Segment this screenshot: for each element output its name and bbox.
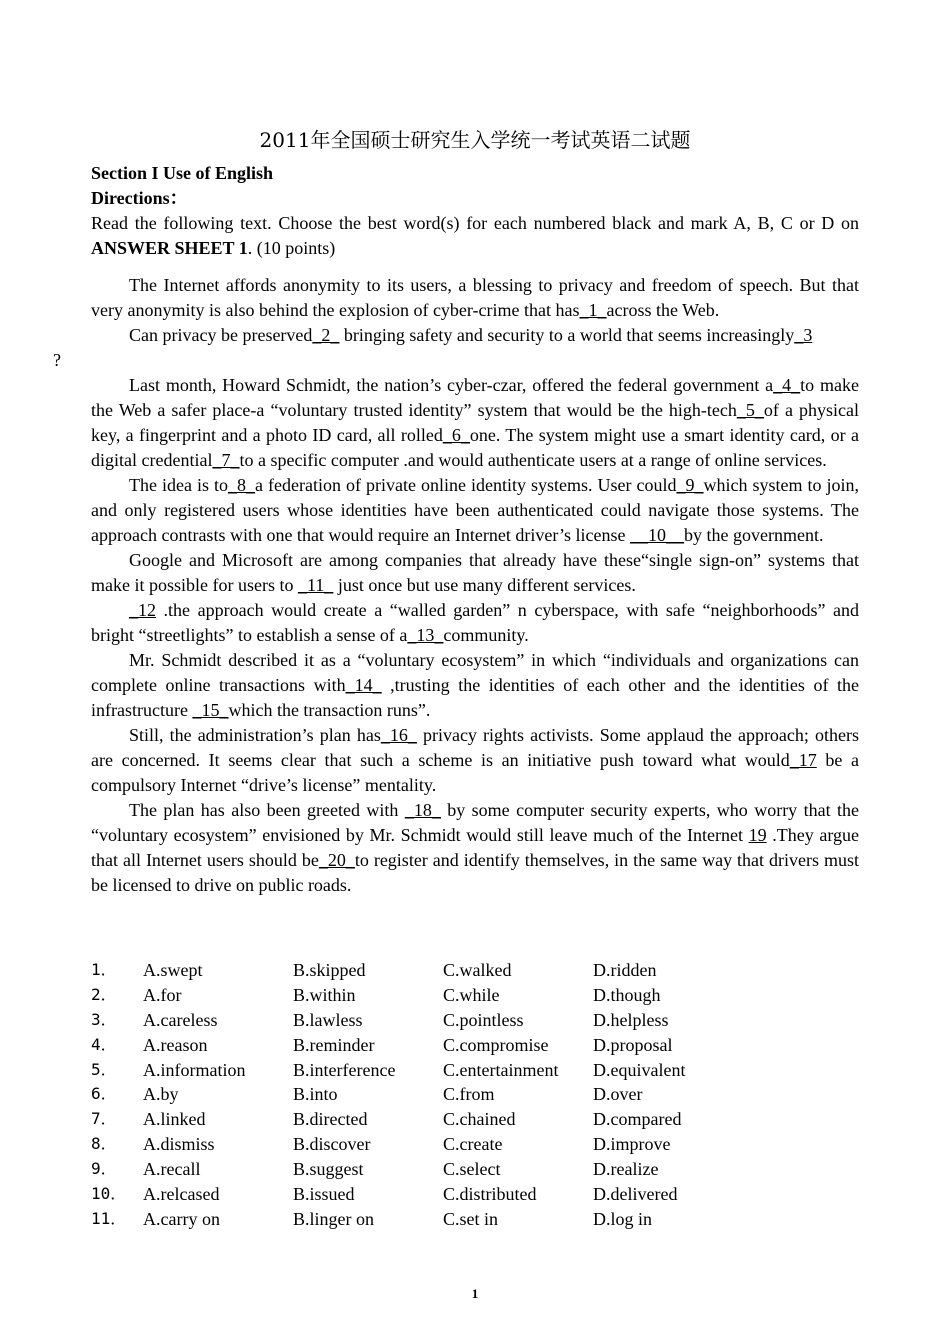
- option-c: C.select: [443, 1159, 501, 1180]
- blank-20: _20_: [318, 850, 355, 870]
- option-a: A.by: [143, 1084, 179, 1105]
- paragraph: The Internet affords anonymity to its users, a blessing to privacy and freedom of speech. But that very anonymity is also behind the explosion of cyber-crime that has_1_across the Web.: [91, 275, 859, 320]
- blank-15: _15_: [192, 700, 229, 720]
- blank-8: _8_: [228, 475, 255, 495]
- directions-text: [91, 211, 859, 261]
- question-number: 4．: [91, 1034, 117, 1054]
- option-a: A.carry on: [143, 1208, 220, 1229]
- page-number: 1: [471, 1286, 479, 1301]
- option-a: A.information: [143, 1059, 246, 1080]
- blank-2: _2_: [312, 325, 340, 345]
- option-a: A.careless: [143, 1009, 218, 1030]
- blank-6: _6_: [442, 425, 470, 445]
- choice-row: [91, 1132, 859, 1157]
- blank-3: _3: [794, 325, 813, 345]
- option-a: A.relcased: [143, 1184, 220, 1205]
- paragraph: _12 .the approach would create a “walled garden” n cyberspace, with safe “neighborhoods” and bright “streetlights” to establish a sense of a_13_community.: [91, 600, 859, 645]
- option-d: D.helpless: [593, 1009, 669, 1030]
- blank-16: _16_: [380, 725, 417, 745]
- choice-row: [91, 1157, 859, 1182]
- choice-row: [91, 1082, 859, 1107]
- option-d: D.improve: [593, 1134, 671, 1155]
- choice-row: [91, 958, 859, 983]
- page-title: 2011年全国硕士研究生入学统一考试英语二试题: [259, 128, 691, 152]
- blank-12: _12: [129, 600, 156, 620]
- answer-choices: [91, 958, 859, 1232]
- choice-row: [91, 1182, 859, 1207]
- directions-label: Directions：: [91, 188, 188, 208]
- option-b: B.within: [293, 984, 356, 1005]
- paragraph: The idea is to_8_a federation of private online identity systems. User could_9_which system to join, and only registered users whose identities have been authenticated could navigate those systems. The approach contrasts with one that would require an Internet driver’s license __10__by the government.: [91, 475, 859, 545]
- blank-13: _13_: [407, 625, 444, 645]
- question-number: 11．: [91, 1208, 127, 1228]
- choice-row: [91, 983, 859, 1008]
- option-b: B.skipped: [293, 960, 366, 980]
- paragraph: Last month, Howard Schmidt, the nation’s cyber-czar, offered the federal government a_4_to make the Web a safer place-a “voluntary trusted identity” system that would be the high-tech_5_of a physical key, a fingerprint and a photo ID card, all rolled_6_one. The system might use a smart identity card, or a digital credential_7_to a specific computer .and would authenticate users at a range of online services.: [91, 375, 859, 470]
- option-d: D.log in: [593, 1208, 653, 1229]
- question-number: 10．: [91, 1184, 127, 1204]
- option-c: C.entertainment: [443, 1059, 559, 1080]
- blank-10: __10__: [629, 525, 684, 545]
- blank-4: _4_: [773, 375, 801, 395]
- option-c: C.while: [443, 984, 500, 1005]
- paragraph: Can privacy be preserved_2_ bringing safety and security to a world that seems increasingly_3 ?: [53, 325, 813, 370]
- option-b: B.issued: [293, 1184, 355, 1205]
- option-d: D.though: [593, 984, 661, 1005]
- question-number: 2．: [91, 984, 117, 1004]
- option-c: C.distributed: [443, 1184, 537, 1205]
- option-a: A.for: [143, 984, 182, 1005]
- option-b: B.reminder: [293, 1034, 375, 1055]
- choice-row: [91, 1107, 859, 1132]
- option-b: B.into: [293, 1084, 338, 1105]
- question-number: 5．: [91, 1059, 117, 1079]
- paragraph: The plan has also been greeted with _18_ by some computer security experts, who worry that the “voluntary ecosystem” envisioned by Mr. Schmidt would still leave much of the Internet 19 .They argue that all Internet users should be_20_to register and identify themselves, in the same way that drivers must be licensed to drive on public roads.: [91, 800, 860, 895]
- option-c: C.from: [443, 1084, 495, 1105]
- directions-text-part: . (10 points): [247, 238, 336, 258]
- blank-18: _18_: [404, 800, 441, 820]
- option-c: C.chained: [443, 1109, 516, 1130]
- answer-sheet-label: ANSWER SHEET 1: [91, 238, 248, 258]
- option-a: A.dismiss: [143, 1134, 215, 1155]
- paragraph: Still, the administration’s plan has_16_ privacy rights activists. Some applaud the approach; others are concerned. It seems clear that such a scheme is an initiative push toward what would_17 be a compulsory Internet “drive’s license” mentality.: [91, 725, 859, 795]
- option-d: D.proposal: [593, 1034, 673, 1055]
- option-b: B.discover: [293, 1134, 371, 1155]
- option-b: B.lawless: [293, 1009, 363, 1030]
- section-heading: Section I Use of English: [91, 163, 274, 183]
- option-c: C.set in: [443, 1208, 499, 1229]
- option-d: D.realize: [593, 1159, 659, 1180]
- blank-14: _14_: [345, 675, 382, 695]
- option-d: D.over: [593, 1084, 643, 1105]
- option-c: C.create: [443, 1134, 503, 1155]
- paragraph: Mr. Schmidt described it as a “voluntary ecosystem” in which “individuals and organizations can complete online transactions with_14_ ,trusting the identities of each other and the identities of the infrastructure _15_which the transaction runs”.: [91, 650, 860, 720]
- question-number: 6．: [91, 1084, 117, 1104]
- option-c: C.pointless: [443, 1009, 524, 1030]
- directions-text-part: Read the following text. Choose the best word(s) for each numbered black and mark A, B, C or D on: [91, 213, 859, 233]
- choice-row: [91, 1008, 859, 1033]
- passage: [53, 273, 860, 898]
- choice-row: [91, 1033, 859, 1058]
- option-a: A.recall: [143, 1159, 201, 1180]
- option-a: A.reason: [143, 1034, 208, 1055]
- paragraph: Google and Microsoft are among companies that already have these“single sign-on” systems that make it possible for users to _11_ just once but use many different services.: [91, 550, 859, 595]
- question-number: 3．: [91, 1009, 117, 1029]
- blank-9: _9_: [676, 475, 704, 495]
- question-number: 8．: [91, 1134, 117, 1154]
- option-d: D.equivalent: [593, 1059, 686, 1080]
- blank-17: _17: [789, 750, 817, 770]
- option-b: B.interference: [293, 1059, 396, 1080]
- option-a: A.swept: [143, 960, 203, 980]
- blank-11: _11_: [297, 575, 334, 595]
- option-b: B.suggest: [293, 1159, 364, 1180]
- blank-7: _7_: [212, 450, 240, 470]
- choice-row: [91, 1207, 859, 1232]
- question-number: 9．: [91, 1159, 117, 1179]
- option-c: C.compromise: [443, 1034, 549, 1055]
- blank-5: _5_: [736, 400, 764, 420]
- choice-row: [91, 1058, 859, 1083]
- option-a: A.linked: [143, 1109, 206, 1130]
- option-b: B.directed: [293, 1109, 368, 1130]
- option-c: C.walked: [443, 960, 512, 980]
- option-d: D.ridden: [593, 960, 657, 980]
- question-number: 1．: [91, 960, 117, 979]
- option-d: D.compared: [593, 1109, 682, 1130]
- blank-1: _1_: [579, 300, 607, 320]
- question-number: 7．: [91, 1109, 117, 1129]
- option-b: B.linger on: [293, 1208, 374, 1229]
- option-d: D.delivered: [593, 1184, 678, 1205]
- blank-19: 19: [748, 825, 767, 845]
